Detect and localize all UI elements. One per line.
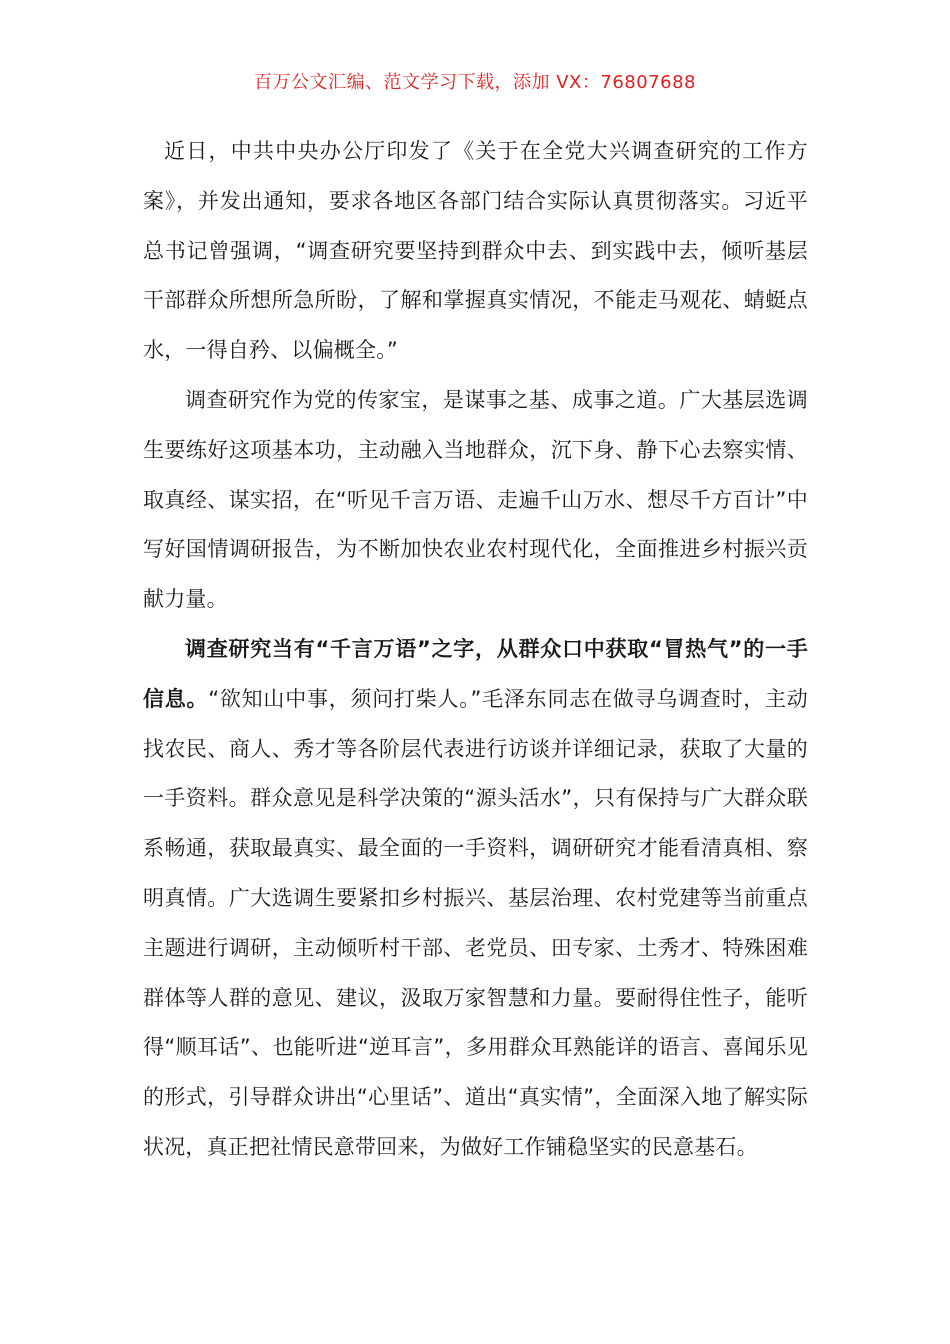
paragraph-3	[143, 625, 808, 1173]
document-body	[143, 127, 808, 1173]
header-promo: 百万公文汇编、范文学习下载，添加 VX：76807688	[254, 72, 696, 93]
paragraph-3-lead: 调查研究当有“千言万语”之字，从群众口中获取“冒热气”的一手信息。	[143, 636, 808, 711]
paragraph-1: 近日，中共中央办公厅印发了《关于在全党大兴调查研究的工作方案》，并发出通知，要求各地区各部门结合实际认真贯彻落实。习近平总书记曾强调，“调查研究要坚持到群众中去、到实践中去，倾听基层干部群众所想所急所盼，了解和掌握真实情况，不能走马观花、蜻蜓点水，一得自矜、以偏概全。”	[143, 139, 808, 363]
paragraph-3-text: “欲知山中事，须问打柴人。”毛泽东同志在做寻乌调查时，主动找农民、商人、秀才等各阶层代表进行访谈并详细记录，获取了大量的一手资料。群众意见是科学决策的“源头活水”，只有保持与广大群众联系畅通，获取最真实、最全面的一手资料，调研研究才能看清真相、察明真情。广大选调生要紧扣乡村振兴、基层治理、农村党建等当前重点主题进行调研，主动倾听村干部、老党员、田专家、土秀才、特殊困难群体等人群的意见、建议，汲取万家智慧和力量。要耐得住性子，能听得“顺耳话”、也能听进“逆耳言”，多用群众耳熟能详的语言、喜闻乐见的形式，引导群众讲出“心里话”、道出“真实情”，全面深入地了解实际状况，真正把社情民意带回来，为做好工作铺稳坚实的民意基石。	[143, 686, 808, 1159]
paragraph-2: 调查研究作为党的传家宝，是谋事之基、成事之道。广大基层选调生要练好这项基本功，主动融入当地群众，沉下身、静下心去察实情、取真经、谋实招，在“听见千言万语、走遍千山万水、想尽千方百计”中写好国情调研报告，为不断加快农业农村现代化，全面推进乡村振兴贡献力量。	[143, 387, 808, 612]
